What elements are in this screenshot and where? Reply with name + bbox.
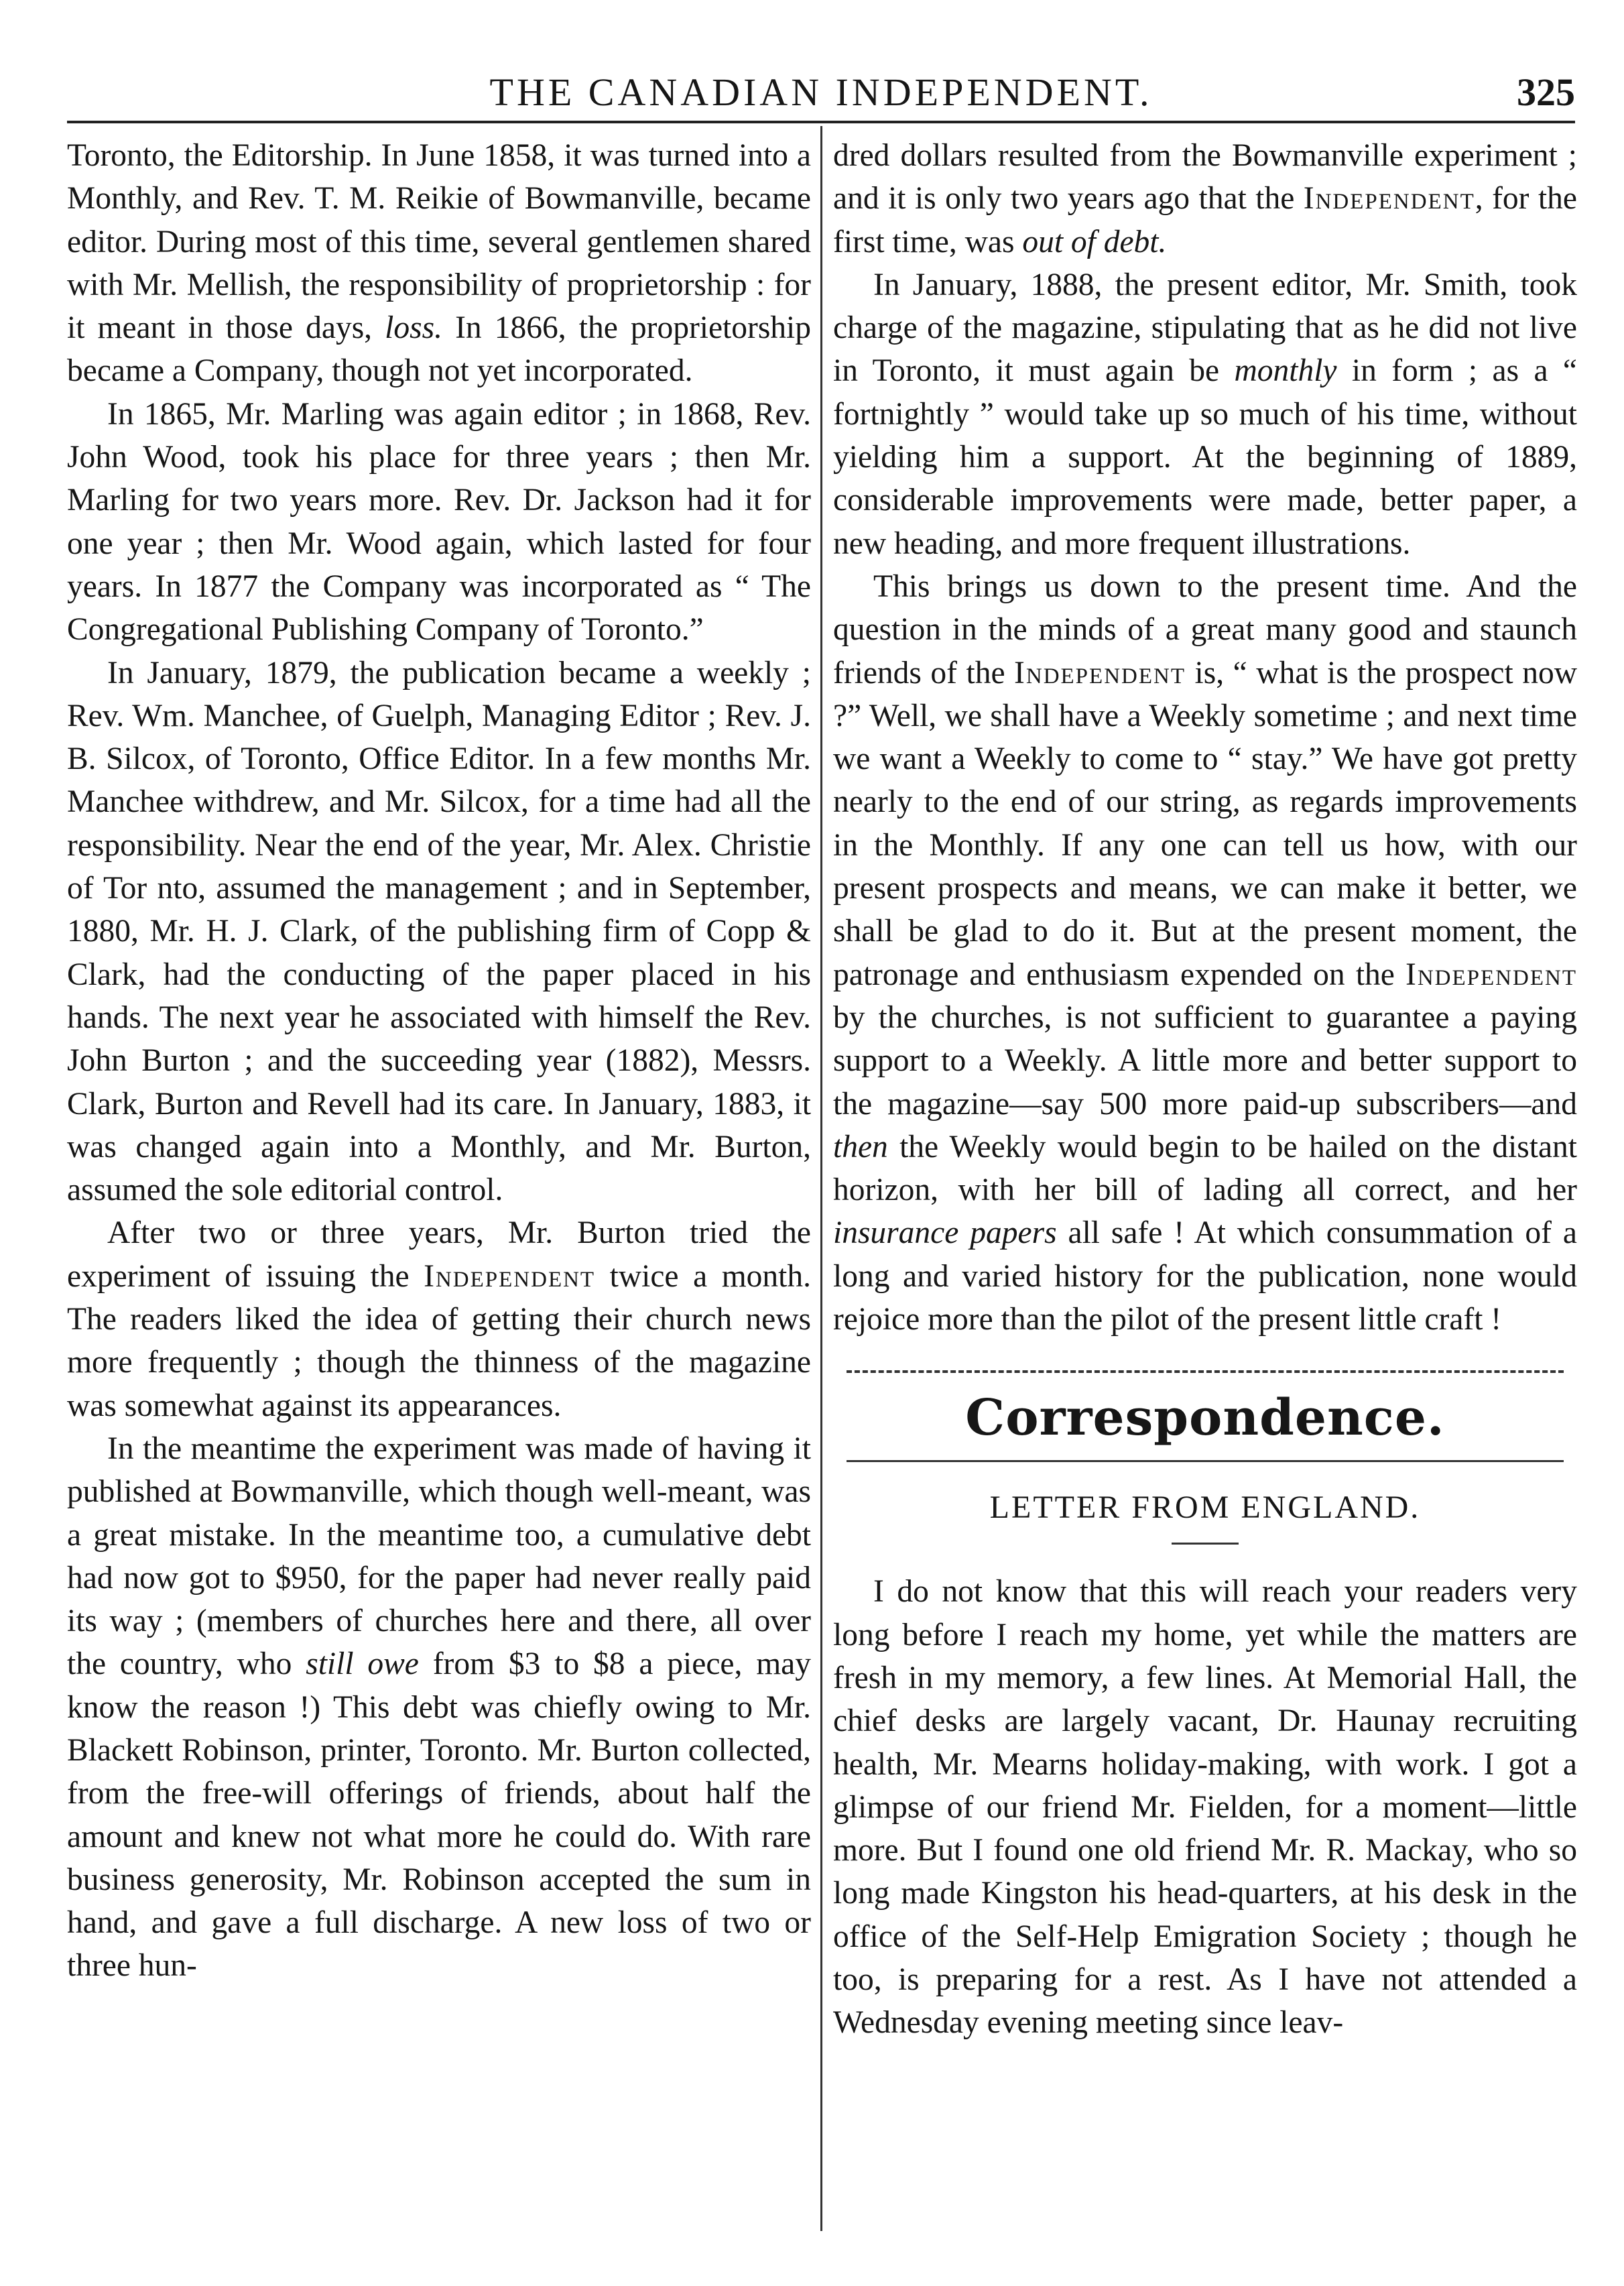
right-column <box>833 134 1577 2045</box>
paragraph: dred dollars resulted from the Bowmanville experiment ; and it is only two years ago that the Independent, for the first time, was out of debt. <box>833 138 1577 259</box>
section-heading: Correspondence. <box>965 1389 1445 1447</box>
running-title: THE CANADIAN INDEPENDENT. <box>489 70 1153 114</box>
page-header <box>67 66 1575 119</box>
left-column <box>67 134 811 1988</box>
article-title: LETTER FROM ENGLAND. <box>989 1490 1421 1526</box>
page-number: 325 <box>1517 70 1575 114</box>
paragraph: In January, 1879, the publication became a weekly ; Rev. Wm. Manchee, of Guelph, Managing Editor ; Rev. J. B. Silcox, of Toronto, Office Editor. In a few months Mr. Manchee withdrew, and Mr. Silcox, for a time had all the responsibility. Near the end of the year, Mr. Alex. Christie of Tor nto, assumed the management ; and in September, 1880, Mr. H. J. Clark, of the publishing firm of Copp & Clark, had the conducting of the paper placed in his hands. The next year he associated with himself the Rev. John Burton ; and the succeeding year (1882), Messrs. Clark, Burton and Revell had its care. In January, 1883, it was changed again into a Monthly, and Mr. Burton, assumed the sole editorial control. <box>67 655 811 1208</box>
paragraph: After two or three years, Mr. Burton tried the experiment of issuing the Independent twice a month. The readers liked the idea of getting their church news more frequently ; though the thinness of the magazine was somewhat against its appearances. <box>67 1215 811 1423</box>
paragraph: In 1865, Mr. Marling was again editor ; in 1868, Rev. John Wood, took his place for three years ; then Mr. Marling for two years more. Rev. Dr. Jackson had it for one year ; then Mr. Wood again, which lasted for four years. In 1877 the Company was incorporated as “ The Congregational Publishing Company of Toronto.” <box>67 396 811 648</box>
paragraph: In the meantime the experiment was made of having it published at Bowmanville, which though well-meant, was a great mistake. In the meantime too, a cumulative debt had now got to $950, for the paper had never really paid its way ; (members of churches here and there, all over the country, who still owe from $3 to $8 a piece, may know the reason !) This debt was chiefly owing to Mr. Blackett Robinson, printer, Toronto. Mr. Burton collected, from the free-will offerings of friends, about half the amount and knew not what more he could do. With rare business generosity, Mr. Robinson accepted the sum in hand, and gave a full discharge. A new loss of two or three hun- <box>67 1431 811 1984</box>
header-rule <box>67 121 1575 123</box>
paragraph: Toronto, the Editorship. In June 1858, it was turned into a Monthly, and Rev. T. M. Reikie of Bowmanville, became editor. During most of this time, several gentlemen shared with Mr. Mellish, the responsibility of proprietorship : for it meant in those days, loss. In 1866, the proprietorship became a Company, though not yet incorporated. <box>67 138 811 389</box>
heading-rule <box>847 1460 1564 1462</box>
section-separator <box>847 1370 1564 1373</box>
paragraph: I do not know that this will reach your readers very long before I reach my home, yet while the matters are fresh in my memory, a few lines. At Memorial Hall, the chief desks are largely vacant, Dr. Haunay recruiting health, Mr. Mearns holiday-making, with work. I got a glimpse of our friend Mr. Fielden, for a moment—little more. But I found one old friend Mr. R. Mackay, who so long made Kingston his head-quarters, at his desk in the office of the Self-Help Emigration Society ; though he too, is preparing for a rest. As I have not attended a Wednesday evening meeting since leav- <box>833 1574 1577 2041</box>
title-rule <box>1172 1543 1239 1545</box>
column-divider <box>820 126 822 2231</box>
paragraph: In January, 1888, the present editor, Mr. Smith, took charge of the magazine, stipulating that as he did not live in Toronto, it must again be monthly in form ; as a “ fortnightly ” would take up so much of his time, without yielding him a support. At the beginning of 1889, considerable improvements were made, better paper, a new heading, and more frequent illustrations. <box>833 267 1577 561</box>
paragraph: This brings us down to the present time. And the question in the minds of a great many good and staunch friends of the Independent is, “ what is the prospect now ?” Well, we shall have a Weekly sometime ; and next time we want a Weekly to come to “ stay.” We have got pretty nearly to the end of our string, as regards improvements in the Monthly. If any one can tell us how, with our present prospects and means, we can make it better, we shall be glad to do it. But at the present moment, the patronage and enthusiasm expended on the Independent by the churches, is not sufficient to guarantee a paying support to a Weekly. A little more and better support to the magazine—say 500 more paid-up subscribers—and then the Weekly would begin to be hailed on the distant horizon, with her bill of lading all correct, and her insurance papers all safe ! At which consummation of a long and varied history for the publication, none would rejoice more than the pilot of the present little craft ! <box>833 568 1578 1337</box>
